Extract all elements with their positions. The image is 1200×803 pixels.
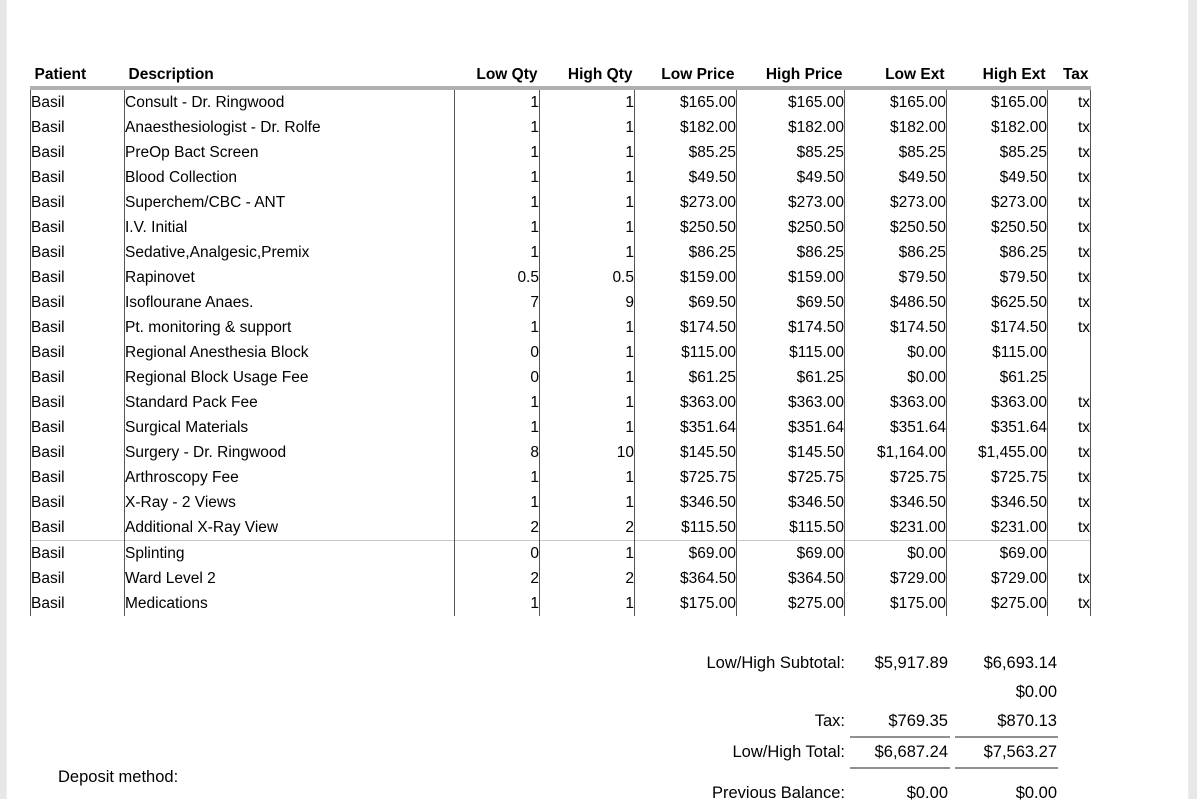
- cell-tax: tx: [1048, 140, 1091, 165]
- table-row: [31, 265, 1091, 290]
- table-row: [31, 140, 1091, 165]
- cell-low-ext: $86.25: [845, 240, 947, 265]
- column-header-description: Description: [125, 64, 455, 88]
- cell-patient: Basil: [31, 340, 125, 365]
- cell-low-ext: $725.75: [845, 465, 947, 490]
- cell-high-ext: $1,455.00: [947, 440, 1048, 465]
- cell-low-ext: $182.00: [845, 115, 947, 140]
- cell-patient: Basil: [31, 165, 125, 190]
- cell-low-price: $363.00: [635, 390, 737, 415]
- cell-high-price: $61.25: [737, 365, 845, 390]
- cell-high-price: $165.00: [737, 88, 845, 115]
- table-row: [31, 340, 1091, 365]
- cell-high-qty: 10: [540, 440, 635, 465]
- cell-description: I.V. Initial: [125, 215, 455, 240]
- table-row: [31, 190, 1091, 215]
- cell-tax: tx: [1048, 88, 1091, 115]
- cell-patient: Basil: [31, 315, 125, 340]
- cell-low-price: $364.50: [635, 566, 737, 591]
- cell-low-qty: 0: [455, 541, 540, 567]
- cell-low-ext: $0.00: [845, 365, 947, 390]
- cell-high-ext: $625.50: [947, 290, 1048, 315]
- cell-high-qty: 1: [540, 591, 635, 616]
- cell-low-price: $165.00: [635, 88, 737, 115]
- cell-high-ext: $351.64: [947, 415, 1048, 440]
- cell-patient: Basil: [31, 365, 125, 390]
- cell-low-qty: 2: [455, 566, 540, 591]
- column-header-low-price: Low Price: [635, 64, 737, 88]
- cell-low-ext: $0.00: [845, 541, 947, 567]
- table-row: [31, 215, 1091, 240]
- cell-patient: Basil: [31, 115, 125, 140]
- cell-low-ext: $351.64: [845, 415, 947, 440]
- cell-high-ext: $231.00: [947, 515, 1048, 541]
- cell-low-price: $182.00: [635, 115, 737, 140]
- cell-description: Splinting: [125, 541, 455, 567]
- cell-high-price: $346.50: [737, 490, 845, 515]
- cell-high-qty: 1: [540, 490, 635, 515]
- cell-low-ext: $273.00: [845, 190, 947, 215]
- cell-high-qty: 2: [540, 515, 635, 541]
- deposit-method-label: Deposit method:: [58, 768, 179, 786]
- cell-low-ext: $174.50: [845, 315, 947, 340]
- estimate-table-body: [31, 88, 1091, 616]
- cell-low-qty: 1: [455, 88, 540, 115]
- cell-high-price: $364.50: [737, 566, 845, 591]
- cell-tax: [1048, 365, 1091, 390]
- cell-low-price: $115.50: [635, 515, 737, 541]
- cell-description: Rapinovet: [125, 265, 455, 290]
- column-header-low-ext: Low Ext: [845, 64, 947, 88]
- previous-balance-label: Previous Balance:: [712, 784, 845, 802]
- cell-high-price: $182.00: [737, 115, 845, 140]
- cell-high-ext: $250.50: [947, 215, 1048, 240]
- cell-high-price: $174.50: [737, 315, 845, 340]
- cell-low-ext: $175.00: [845, 591, 947, 616]
- page-edge-left: [0, 0, 7, 799]
- unlabeled-amount-row: [618, 682, 1057, 702]
- cell-tax: [1048, 541, 1091, 567]
- cell-low-qty: 2: [455, 515, 540, 541]
- cell-high-price: $145.50: [737, 440, 845, 465]
- cell-description: Blood Collection: [125, 165, 455, 190]
- cell-low-price: $49.50: [635, 165, 737, 190]
- cell-tax: tx: [1048, 190, 1091, 215]
- cell-low-price: $145.50: [635, 440, 737, 465]
- unlabeled-row-label: [618, 682, 845, 702]
- total-low-value: $6,687.24: [874, 743, 948, 761]
- column-header-low-qty: Low Qty: [455, 64, 540, 88]
- cell-tax: tx: [1048, 215, 1091, 240]
- cell-high-price: $49.50: [737, 165, 845, 190]
- cell-low-price: $69.00: [635, 541, 737, 567]
- estimate-table: [30, 64, 1091, 616]
- cell-high-price: $725.75: [737, 465, 845, 490]
- table-row: [31, 290, 1091, 315]
- cell-low-price: $61.25: [635, 365, 737, 390]
- cell-patient: Basil: [31, 265, 125, 290]
- cell-high-price: $115.50: [737, 515, 845, 541]
- total-row: [618, 742, 1057, 762]
- cell-low-ext: $363.00: [845, 390, 947, 415]
- cell-low-price: $159.00: [635, 265, 737, 290]
- cell-low-qty: 1: [455, 591, 540, 616]
- cell-description: X-Ray - 2 Views: [125, 490, 455, 515]
- cell-high-qty: 9: [540, 290, 635, 315]
- cell-low-price: $351.64: [635, 415, 737, 440]
- cell-tax: tx: [1048, 415, 1091, 440]
- cell-description: Medications: [125, 591, 455, 616]
- total-high-value: $7,563.27: [983, 743, 1057, 761]
- cell-high-price: $69.50: [737, 290, 845, 315]
- cell-low-qty: 1: [455, 465, 540, 490]
- cell-low-ext: $486.50: [845, 290, 947, 315]
- cell-tax: tx: [1048, 290, 1091, 315]
- cell-tax: tx: [1048, 165, 1091, 190]
- cell-patient: Basil: [31, 465, 125, 490]
- cell-low-ext: $49.50: [845, 165, 947, 190]
- cell-low-ext: $1,164.00: [845, 440, 947, 465]
- cell-patient: Basil: [31, 415, 125, 440]
- cell-low-price: $250.50: [635, 215, 737, 240]
- cell-tax: tx: [1048, 490, 1091, 515]
- cell-patient: Basil: [31, 240, 125, 265]
- cell-description: Ward Level 2: [125, 566, 455, 591]
- table-row: [31, 566, 1091, 591]
- cell-description: Sedative,Analgesic,Premix: [125, 240, 455, 265]
- cell-high-ext: $61.25: [947, 365, 1048, 390]
- column-header-tax: Tax: [1048, 64, 1091, 88]
- cell-tax: tx: [1048, 115, 1091, 140]
- cell-high-ext: $165.00: [947, 88, 1048, 115]
- cell-low-qty: 1: [455, 240, 540, 265]
- cell-description: PreOp Bact Screen: [125, 140, 455, 165]
- cell-description: Consult - Dr. Ringwood: [125, 88, 455, 115]
- cell-description: Arthroscopy Fee: [125, 465, 455, 490]
- table-row: [31, 165, 1091, 190]
- cell-high-qty: 1: [540, 190, 635, 215]
- cell-high-ext: $273.00: [947, 190, 1048, 215]
- column-header-high-qty: High Qty: [540, 64, 635, 88]
- table-row: [31, 415, 1091, 440]
- cell-high-price: $115.00: [737, 340, 845, 365]
- table-row: [31, 465, 1091, 490]
- cell-high-ext: $725.75: [947, 465, 1048, 490]
- column-header-high-ext: High Ext: [947, 64, 1048, 88]
- cell-high-qty: 1: [540, 88, 635, 115]
- table-row: [31, 240, 1091, 265]
- cell-patient: Basil: [31, 591, 125, 616]
- cell-high-ext: $182.00: [947, 115, 1048, 140]
- cell-tax: tx: [1048, 465, 1091, 490]
- table-row: [31, 88, 1091, 115]
- cell-description: Superchem/CBC - ANT: [125, 190, 455, 215]
- cell-high-qty: 1: [540, 165, 635, 190]
- total-label: Low/High Total:: [732, 743, 845, 761]
- cell-high-qty: 1: [540, 140, 635, 165]
- cell-low-ext: $79.50: [845, 265, 947, 290]
- cell-description: Additional X-Ray View: [125, 515, 455, 541]
- cell-patient: Basil: [31, 290, 125, 315]
- cell-patient: Basil: [31, 190, 125, 215]
- cell-high-ext: $346.50: [947, 490, 1048, 515]
- cell-description: Pt. monitoring & support: [125, 315, 455, 340]
- subtotal-low-value: $5,917.89: [874, 654, 948, 672]
- cell-tax: tx: [1048, 566, 1091, 591]
- cell-high-ext: $275.00: [947, 591, 1048, 616]
- cell-description: Anaesthesiologist - Dr. Rolfe: [125, 115, 455, 140]
- cell-patient: Basil: [31, 440, 125, 465]
- cell-tax: tx: [1048, 515, 1091, 541]
- cell-high-ext: $174.50: [947, 315, 1048, 340]
- tax-low-value: $769.35: [888, 712, 948, 730]
- cell-low-qty: 0: [455, 340, 540, 365]
- table-row: [31, 440, 1091, 465]
- subtotal-high-value: $6,693.14: [983, 654, 1057, 672]
- cell-low-ext: $0.00: [845, 340, 947, 365]
- cell-high-price: $86.25: [737, 240, 845, 265]
- cell-high-price: $69.00: [737, 541, 845, 567]
- cell-high-qty: 1: [540, 415, 635, 440]
- column-header-high-price: High Price: [737, 64, 845, 88]
- cell-high-price: $273.00: [737, 190, 845, 215]
- cell-low-qty: 1: [455, 490, 540, 515]
- cell-tax: [1048, 340, 1091, 365]
- table-row: [31, 515, 1091, 541]
- cell-tax: tx: [1048, 440, 1091, 465]
- cell-high-qty: 1: [540, 115, 635, 140]
- cell-low-qty: 0.5: [455, 265, 540, 290]
- tax-high-rule: [955, 736, 1058, 738]
- cell-high-qty: 0.5: [540, 265, 635, 290]
- subtotal-label: Low/High Subtotal:: [706, 654, 845, 672]
- unlabeled-high-value: $0.00: [1015, 683, 1057, 701]
- cell-high-ext: $69.00: [947, 541, 1048, 567]
- cell-high-price: $159.00: [737, 265, 845, 290]
- cell-description: Regional Anesthesia Block: [125, 340, 455, 365]
- cell-low-qty: 8: [455, 440, 540, 465]
- table-row: [31, 390, 1091, 415]
- cell-low-ext: $250.50: [845, 215, 947, 240]
- cell-patient: Basil: [31, 140, 125, 165]
- tax-row: [618, 711, 1057, 731]
- cell-patient: Basil: [31, 88, 125, 115]
- cell-low-price: $69.50: [635, 290, 737, 315]
- cell-low-ext: $346.50: [845, 490, 947, 515]
- tax-high-value: $870.13: [997, 712, 1057, 730]
- table-row: [31, 315, 1091, 340]
- cell-low-price: $115.00: [635, 340, 737, 365]
- cell-high-qty: 1: [540, 541, 635, 567]
- cell-high-price: $275.00: [737, 591, 845, 616]
- cell-high-qty: 1: [540, 215, 635, 240]
- cell-tax: tx: [1048, 591, 1091, 616]
- tax-low-rule: [850, 736, 950, 738]
- cell-low-ext: $85.25: [845, 140, 947, 165]
- cell-description: Regional Block Usage Fee: [125, 365, 455, 390]
- cell-high-ext: $85.25: [947, 140, 1048, 165]
- cell-low-qty: 1: [455, 190, 540, 215]
- cell-high-qty: 1: [540, 365, 635, 390]
- total-high-rule: [955, 767, 1058, 769]
- subtotal-row: [618, 653, 1057, 673]
- cell-low-qty: 1: [455, 215, 540, 240]
- cell-low-qty: 1: [455, 415, 540, 440]
- column-header-patient: Patient: [31, 64, 125, 88]
- total-low-rule: [850, 767, 950, 769]
- table-header-row: [31, 64, 1091, 88]
- cell-patient: Basil: [31, 541, 125, 567]
- table-row: [31, 115, 1091, 140]
- cell-low-ext: $165.00: [845, 88, 947, 115]
- cell-high-ext: $86.25: [947, 240, 1048, 265]
- cell-high-qty: 1: [540, 465, 635, 490]
- cell-high-price: $85.25: [737, 140, 845, 165]
- cell-low-qty: 7: [455, 290, 540, 315]
- cell-patient: Basil: [31, 566, 125, 591]
- cell-low-qty: 1: [455, 390, 540, 415]
- cell-high-ext: $79.50: [947, 265, 1048, 290]
- cell-low-qty: 1: [455, 165, 540, 190]
- cell-low-price: $273.00: [635, 190, 737, 215]
- cell-tax: tx: [1048, 265, 1091, 290]
- previous-balance-high-value: $0.00: [1015, 784, 1057, 802]
- cell-patient: Basil: [31, 215, 125, 240]
- cell-high-qty: 1: [540, 240, 635, 265]
- cell-high-price: $250.50: [737, 215, 845, 240]
- cell-low-qty: 1: [455, 315, 540, 340]
- table-row: [31, 591, 1091, 616]
- tax-label: Tax:: [814, 712, 845, 730]
- cell-patient: Basil: [31, 390, 125, 415]
- cell-low-price: $175.00: [635, 591, 737, 616]
- cell-description: Surgical Materials: [125, 415, 455, 440]
- cell-low-ext: $231.00: [845, 515, 947, 541]
- cell-high-ext: $729.00: [947, 566, 1048, 591]
- cell-low-qty: 1: [455, 115, 540, 140]
- cell-low-qty: 1: [455, 140, 540, 165]
- cell-patient: Basil: [31, 490, 125, 515]
- cell-high-ext: $363.00: [947, 390, 1048, 415]
- cell-high-price: $351.64: [737, 415, 845, 440]
- cell-low-price: $174.50: [635, 315, 737, 340]
- cell-patient: Basil: [31, 515, 125, 541]
- previous-balance-row: [618, 783, 1057, 803]
- cell-low-ext: $729.00: [845, 566, 947, 591]
- cell-high-qty: 1: [540, 340, 635, 365]
- cell-tax: tx: [1048, 315, 1091, 340]
- unlabeled-low-value: [845, 682, 948, 702]
- cell-description: Standard Pack Fee: [125, 390, 455, 415]
- table-row: [31, 365, 1091, 390]
- cell-low-qty: 0: [455, 365, 540, 390]
- cell-description: Surgery - Dr. Ringwood: [125, 440, 455, 465]
- cell-high-qty: 2: [540, 566, 635, 591]
- page-edge-right: [1188, 0, 1197, 799]
- cell-tax: tx: [1048, 390, 1091, 415]
- cell-description: Isoflourane Anaes.: [125, 290, 455, 315]
- previous-balance-low-value: $0.00: [906, 784, 948, 802]
- cell-low-price: $725.75: [635, 465, 737, 490]
- cell-low-price: $86.25: [635, 240, 737, 265]
- cell-high-price: $363.00: [737, 390, 845, 415]
- cell-high-ext: $49.50: [947, 165, 1048, 190]
- table-row: [31, 541, 1091, 567]
- cell-low-price: $85.25: [635, 140, 737, 165]
- cell-high-qty: 1: [540, 390, 635, 415]
- cell-high-qty: 1: [540, 315, 635, 340]
- cell-tax: tx: [1048, 240, 1091, 265]
- cell-low-price: $346.50: [635, 490, 737, 515]
- table-row: [31, 490, 1091, 515]
- cell-high-ext: $115.00: [947, 340, 1048, 365]
